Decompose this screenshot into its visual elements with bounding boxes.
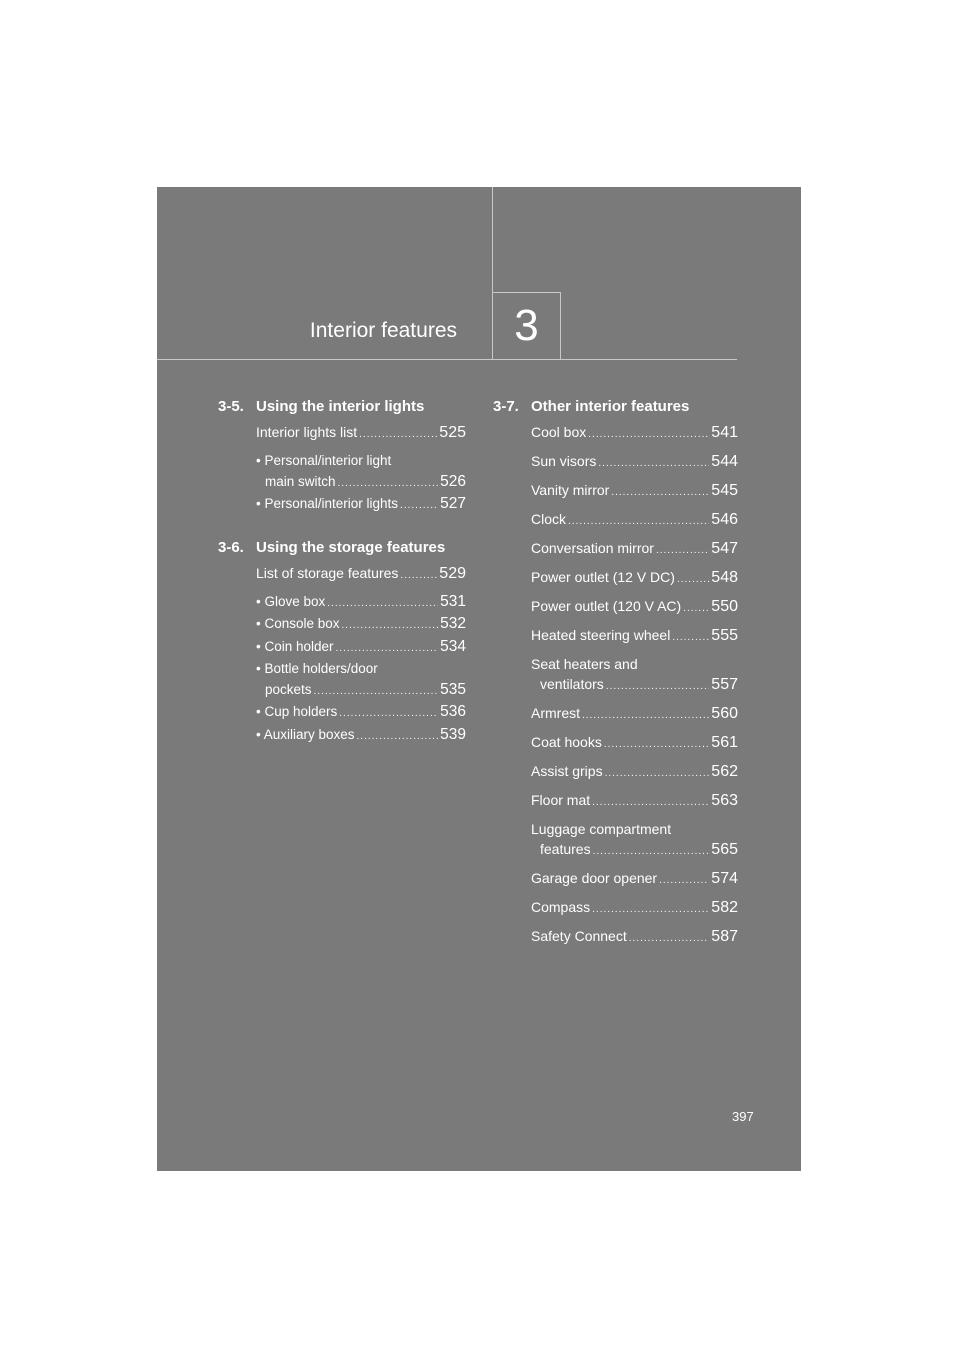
chapter-panel (157, 187, 801, 1171)
section-title: Other interior features (531, 398, 690, 415)
toc-entry-page: 550 (711, 598, 738, 615)
chapter-number: 3 (514, 301, 539, 350)
leader-dots (336, 639, 439, 660)
toc-entry-page: 529 (439, 564, 466, 582)
leader-dots (604, 735, 709, 755)
toc-sub-entry[interactable] (256, 494, 466, 517)
toc-entry-label: Armrest (531, 705, 580, 721)
leader-dots (611, 483, 709, 503)
toc-entry[interactable] (531, 654, 738, 697)
toc-entry-label: List of storage features (256, 564, 399, 581)
toc-entry[interactable] (531, 480, 738, 503)
toc-entry-page: 539 (440, 725, 466, 743)
toc-entry-label: Coat hooks (531, 734, 602, 750)
section-heading (493, 396, 738, 418)
toc-entry-page: 536 (440, 703, 466, 720)
leader-dots (339, 704, 438, 725)
toc-entry-page: 560 (711, 705, 738, 722)
leader-dots (629, 929, 710, 949)
leader-dots (400, 566, 437, 586)
toc-entry-label: • Personal/interior light (256, 453, 392, 468)
leader-dots (606, 677, 709, 697)
toc-section-3-7 (493, 396, 738, 949)
toc-entry-label: • Personal/interior lights (256, 496, 399, 511)
toc-sub-entry[interactable] (256, 451, 466, 494)
toc-entry-page: 587 (711, 928, 738, 945)
toc-entry-page: 548 (711, 569, 738, 586)
leader-dots (677, 570, 709, 590)
toc-entry-page: 557 (711, 676, 738, 693)
section-number: 3-6. (218, 538, 244, 556)
toc-entry-page: 582 (711, 899, 738, 916)
toc-sub-list (256, 592, 466, 748)
leader-dots (342, 616, 439, 637)
toc-entry[interactable] (256, 422, 466, 445)
toc-entry[interactable] (531, 451, 738, 474)
toc-sub-entry[interactable] (256, 637, 466, 660)
toc-entry-label: Power outlet (120 V AC) (531, 598, 682, 614)
leader-dots (359, 425, 437, 445)
toc-entry-label: Safety Connect (531, 928, 627, 944)
leader-dots (656, 541, 709, 561)
toc-entry-page: 535 (440, 680, 466, 698)
leader-dots (672, 628, 709, 648)
leader-dots (683, 599, 709, 619)
leader-dots (588, 425, 709, 445)
toc-entry[interactable] (531, 625, 738, 648)
toc-section-3-6 (218, 537, 466, 748)
leader-dots (327, 594, 438, 615)
chapter-title: Interior features (309, 319, 457, 342)
toc-entry-page: 525 (439, 424, 466, 441)
toc-entry-label: Garage door opener (531, 870, 658, 886)
toc-entry-page: 532 (440, 615, 466, 632)
leader-dots (314, 682, 439, 703)
toc-entry-label: Clock (531, 511, 567, 527)
toc-entry-label: • Bottle holders/door (256, 661, 378, 676)
toc-sub-entry[interactable] (256, 702, 466, 725)
toc-right-column (493, 396, 738, 955)
toc-left-column (218, 396, 466, 767)
toc-entry[interactable] (531, 596, 738, 619)
toc-entry-page: 563 (711, 792, 738, 809)
section-title: Using the interior lights (256, 398, 425, 415)
toc-entry-page: 527 (440, 495, 466, 512)
toc-entry[interactable] (531, 509, 738, 532)
toc-entry-page: 574 (711, 870, 738, 887)
section-heading (218, 537, 466, 559)
leader-dots (400, 496, 438, 517)
toc-sub-entry[interactable] (256, 614, 466, 637)
toc-entry[interactable] (531, 926, 738, 949)
toc-entry-label-cont: pockets (265, 681, 312, 697)
toc-entry[interactable] (531, 567, 738, 590)
toc-entry-list (493, 422, 738, 949)
section-title: Using the storage features (256, 538, 446, 556)
toc-sub-entry[interactable] (256, 592, 466, 615)
toc-entry-label: Heated steering wheel (531, 627, 671, 643)
chapter-number-box (493, 292, 561, 359)
section-number: 3-7. (493, 398, 519, 415)
toc-entry-label: Seat heaters and (531, 656, 638, 672)
toc-entry-page: 547 (711, 540, 738, 557)
toc-entry-page: 531 (440, 592, 466, 610)
toc-sub-entry[interactable] (256, 725, 466, 748)
toc-entry-label: Power outlet (12 V DC) (531, 569, 675, 585)
toc-entry-label: • Auxiliary boxes (256, 726, 355, 742)
leader-dots (357, 727, 439, 748)
leader-dots (568, 512, 709, 532)
toc-entry[interactable] (531, 703, 738, 726)
toc-entry-label: Assist grips (531, 763, 603, 779)
toc-entry-page: 561 (711, 734, 738, 751)
toc-entry-page: 534 (440, 637, 466, 655)
leader-dots (592, 900, 709, 920)
toc-sub-entry[interactable] (256, 659, 466, 702)
toc-entry-label-cont: ventilators (540, 676, 604, 692)
toc-entry[interactable] (531, 761, 738, 784)
toc-entry-page: 555 (711, 627, 738, 644)
toc-entry-label: Luggage compartment (531, 821, 672, 837)
toc-entry-page: 545 (711, 482, 738, 499)
leader-dots (592, 793, 709, 813)
toc-entry[interactable] (531, 422, 738, 445)
toc-entry[interactable] (531, 790, 738, 813)
toc-entry-label: • Glove box (256, 593, 326, 609)
toc-sub-list (256, 451, 466, 517)
toc-entry-label: Vanity mirror (531, 482, 610, 498)
toc-entry-label: Conversation mirror (531, 540, 654, 556)
toc-entry[interactable] (531, 819, 738, 862)
leader-dots (593, 842, 710, 862)
section-heading (218, 396, 466, 418)
leader-dots (659, 871, 709, 891)
section-number: 3-5. (218, 398, 244, 415)
toc-entry[interactable] (531, 538, 738, 561)
toc-entry-label-cont: features (540, 841, 591, 857)
toc-entry-label: • Cup holders (256, 704, 338, 719)
toc-entry[interactable] (531, 732, 738, 755)
toc-entry-label: Interior lights list (256, 424, 358, 440)
leader-dots (598, 454, 709, 474)
toc-entry-label-cont: main switch (265, 473, 336, 489)
toc-entry-label: Cool box (531, 424, 587, 440)
toc-entry-page: 541 (711, 424, 738, 441)
toc-section-3-5 (218, 396, 466, 517)
leader-dots (582, 706, 709, 726)
toc-entry-page: 526 (440, 472, 466, 490)
toc-entry[interactable] (256, 563, 466, 586)
toc-entry[interactable] (531, 868, 738, 891)
leader-dots (338, 474, 439, 495)
toc-entry-page: 546 (711, 511, 738, 528)
toc-entry-label: • Coin holder (256, 638, 334, 654)
toc-entry-page: 544 (711, 453, 738, 470)
leader-dots (605, 764, 710, 784)
toc-entry-label: Sun visors (531, 453, 597, 469)
toc-entry[interactable] (531, 897, 738, 920)
header-divider-horizontal (157, 359, 737, 360)
toc-entry-label: Compass (531, 899, 591, 915)
toc-entry-page: 565 (711, 841, 738, 858)
toc-entry-label: Floor mat (531, 792, 591, 808)
toc-entry-page: 562 (711, 763, 738, 780)
page-number: 397 (732, 1109, 754, 1124)
toc-entry-label: • Console box (256, 616, 340, 631)
